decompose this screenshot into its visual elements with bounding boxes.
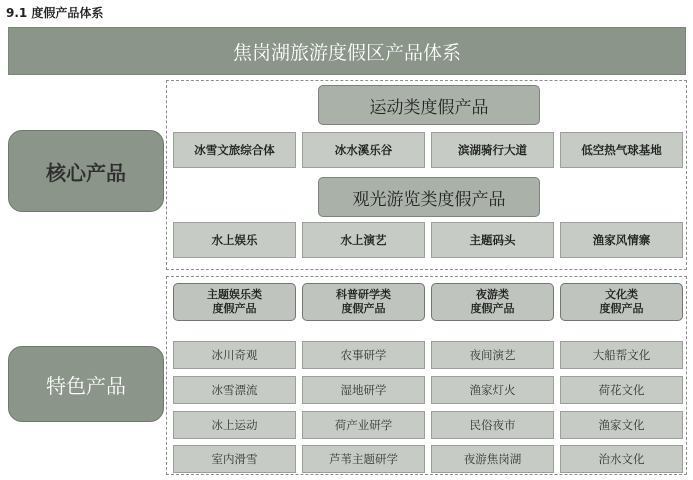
sightseeing-products-header: 观光游览类度假产品 [318, 177, 540, 217]
feature-column-header: 科普研学类 度假产品 [302, 283, 425, 321]
feature-column-header: 主题娱乐类 度假产品 [173, 283, 296, 321]
core-item: 水上演艺 [302, 222, 425, 258]
feature-item: 冰川奇观 [173, 341, 296, 369]
feature-item: 农事研学 [302, 341, 425, 369]
feature-column-header: 文化类 度假产品 [560, 283, 683, 321]
feature-item: 渔家文化 [560, 411, 683, 439]
feature-item: 湿地研学 [302, 376, 425, 404]
core-item: 冰水溪乐谷 [302, 132, 425, 168]
feature-item: 治水文化 [560, 445, 683, 473]
core-item: 主题码头 [431, 222, 554, 258]
feature-item: 夜间演艺 [431, 341, 554, 369]
feature-item: 冰雪漂流 [173, 376, 296, 404]
feature-item: 荷花文化 [560, 376, 683, 404]
feature-item: 夜游焦岗湖 [431, 445, 554, 473]
feature-item: 荷产业研学 [302, 411, 425, 439]
sports-products-header: 运动类度假产品 [318, 85, 540, 125]
feature-column-header: 夜游类 度假产品 [431, 283, 554, 321]
feature-item: 芦苇主题研学 [302, 445, 425, 473]
feature-item: 大船帮文化 [560, 341, 683, 369]
core-item: 水上娱乐 [173, 222, 296, 258]
core-item: 滨湖骑行大道 [431, 132, 554, 168]
core-item: 渔家风情寨 [560, 222, 683, 258]
core-products-label: 核心产品 [8, 130, 164, 212]
core-item: 冰雪文旅综合体 [173, 132, 296, 168]
section-heading: 9.1 度假产品体系 [6, 6, 104, 20]
feature-item: 冰上运动 [173, 411, 296, 439]
feature-item: 室内滑雪 [173, 445, 296, 473]
core-item: 低空热气球基地 [560, 132, 683, 168]
main-title-banner: 焦岗湖旅游度假区产品体系 [8, 27, 686, 75]
feature-item: 民俗夜市 [431, 411, 554, 439]
feature-item: 渔家灯火 [431, 376, 554, 404]
feature-products-label: 特色产品 [8, 346, 164, 422]
